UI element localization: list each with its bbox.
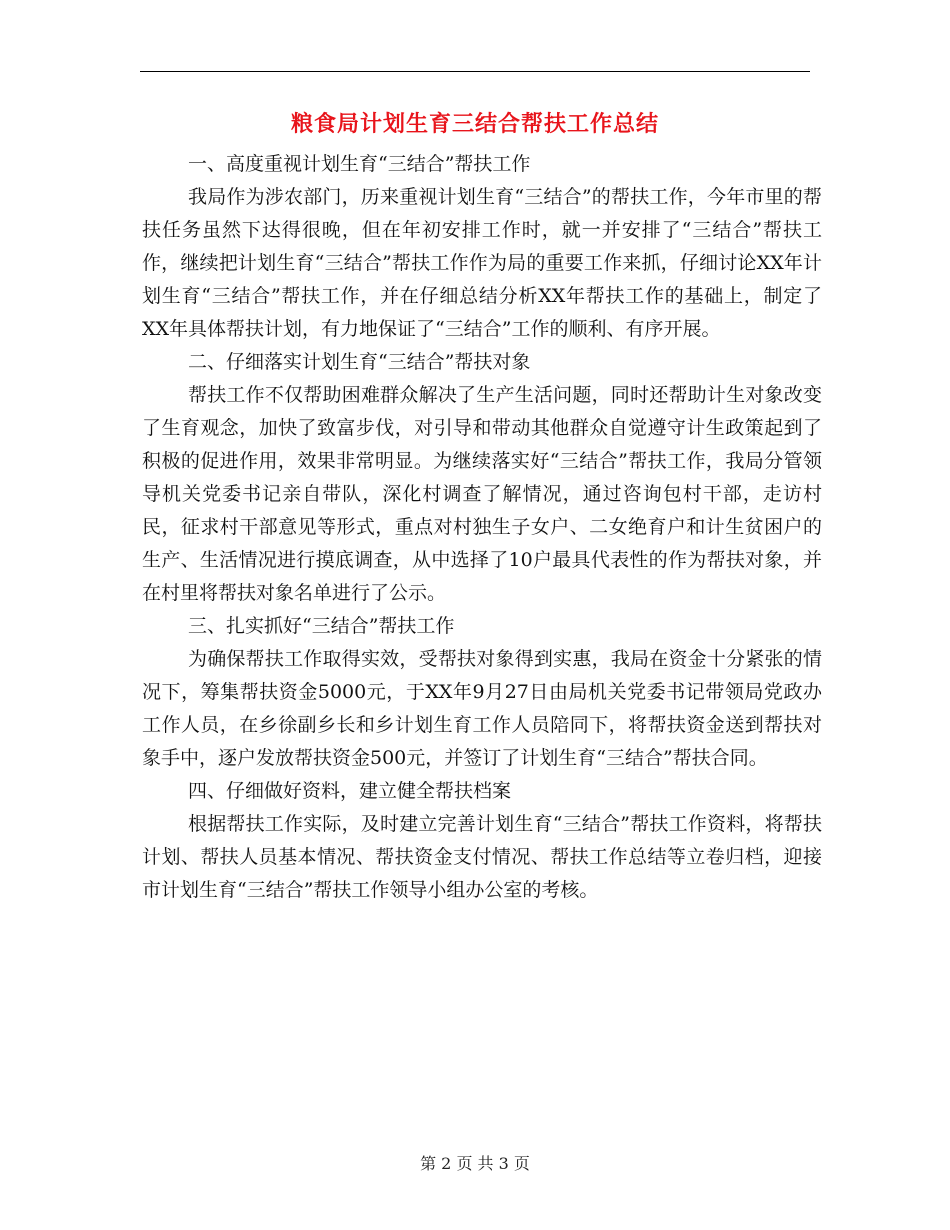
section-heading-2: 二、仔细落实计划生育“三结合”帮扶对象: [188, 351, 531, 373]
paragraph-3: 为确保帮扶工作取得实效，受帮扶对象得到实惠，我局在资金十分紧张的情况下，筹集帮扶资金5000元，于XX年9月27日由局机关党委书记带领局党政办工作人员，在乡徐副乡长和乡计划生育工作人员陪同下，将帮扶资金送到帮扶对象手中，逐户发放帮扶资金500元，并签订了计划生育“三结合”帮扶合同。: [142, 648, 822, 769]
paragraph-4: 根据帮扶工作实际，及时建立完善计划生育“三结合”帮扶工作资料，将帮扶计划、帮扶人员基本情况、帮扶资金支付情况、帮扶工作总结等立卷归档，迎接市计划生育“三结合”帮扶工作领导小组办公室的考核。: [142, 813, 822, 901]
page-number: 第 2 页 共 3 页: [420, 1154, 530, 1173]
document-body: [142, 148, 822, 907]
header-rule: [140, 71, 810, 72]
section-heading-1: 一、高度重视计划生育“三结合”帮扶工作: [188, 153, 531, 175]
section-heading-4: 四、仔细做好资料，建立健全帮扶档案: [188, 780, 512, 802]
paragraph-1: 我局作为涉农部门，历来重视计划生育“三结合”的帮扶工作，今年市里的帮扶任务虽然下达得很晚，但在年初安排工作时，就一并安排了“三结合”帮扶工作，继续把计划生育“三结合”帮扶工作作为局的重要工作来抓，仔细讨论XX年计划生育“三结合”帮扶工作，并在仔细总结分析XX年帮扶工作的基础上，制定了XX年具体帮扶计划，有力地保证了“三结合”工作的顺利、有序开展。: [142, 186, 822, 340]
section-heading-3: 三、扎实抓好“三结合”帮扶工作: [188, 615, 455, 637]
paragraph-2: 帮扶工作不仅帮助困难群众解决了生产生活问题，同时还帮助计生对象改变了生育观念，加快了致富步伐，对引导和带动其他群众自觉遵守计生政策起到了积极的促进作用，效果非常明显。为继续落实好“三结合”帮扶工作，我局分管领导机关党委书记亲自带队，深化村调查了解情况，通过咨询包村干部，走访村民，征求村干部意见等形式，重点对村独生子女户、二女绝育户和计生贫困户的生产、生活情况进行摸底调查，从中选择了10户最具代表性的作为帮扶对象，并在村里将帮扶对象名单进行了公示。: [142, 384, 822, 604]
document-title: 粮食局计划生育三结合帮扶工作总结: [290, 112, 659, 137]
